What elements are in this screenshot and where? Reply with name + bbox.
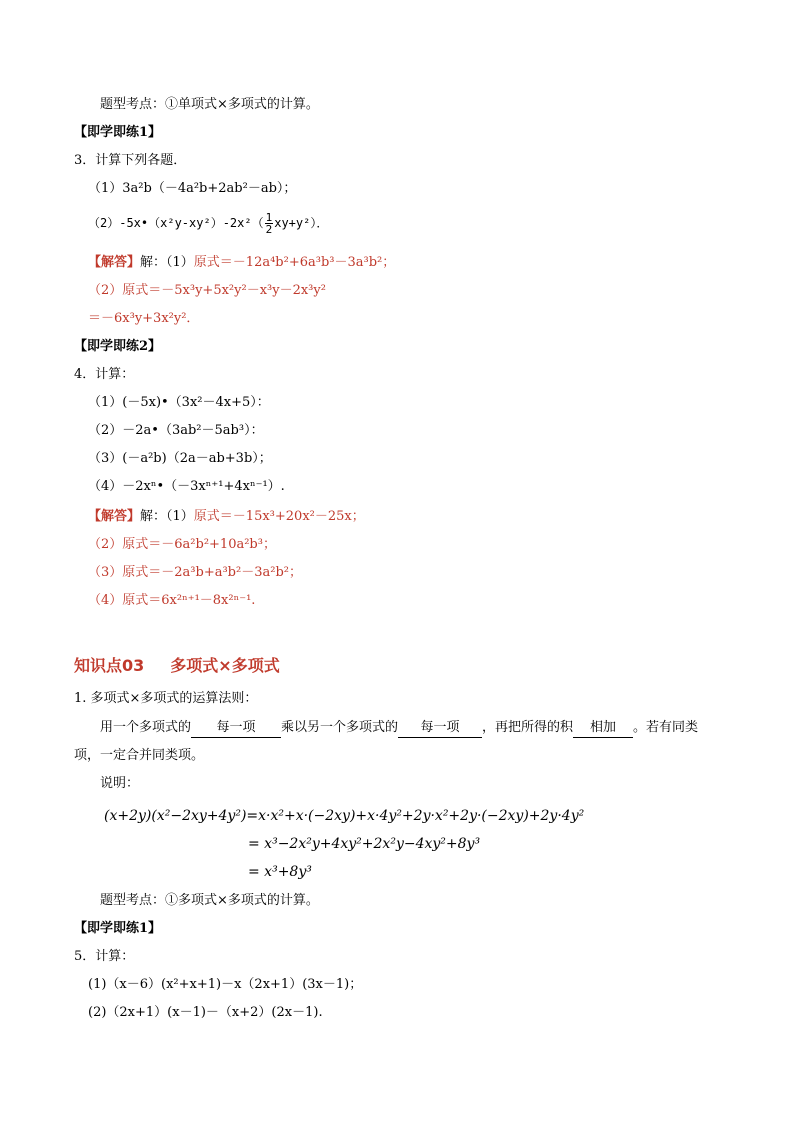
q4-part3: （3）(－a²b)（2a－ab+3b）； xyxy=(88,451,272,466)
rule-text-1: 用一个多项式的 xyxy=(100,720,192,735)
rule-text-2: 乘以另一个多项式的 xyxy=(281,720,399,735)
practice-label-2: 【即学即练2】 xyxy=(74,339,162,354)
q3-answer-1 xyxy=(88,254,395,272)
q4-part2: （2）－2a•（3ab²－5ab³）： xyxy=(88,423,264,438)
q4-intro: 4．计算： xyxy=(74,367,135,382)
q3-answer-2a: （2）原式＝－5x³y+5x²y²－x³y－2x³y² xyxy=(88,283,326,298)
q4-answer1-pre: 解：（1） xyxy=(140,509,194,524)
q3-answer-2b: ＝－6x³y+3x²y²． xyxy=(88,311,200,326)
q3-intro: 3．计算下列各题． xyxy=(74,153,187,168)
q4-answer-4: （4）原式＝6x²ⁿ⁺¹－8x²ⁿ⁻¹. xyxy=(88,593,256,608)
q3-part2 xyxy=(88,212,328,235)
rule-title: 1. 多项式×多项式的运算法则： xyxy=(74,691,258,706)
q4-answer-2: （2）原式＝－6a²b²+10a²b³； xyxy=(88,537,276,552)
rule-text-3: ，再把所得的积 xyxy=(482,720,574,735)
rule-blank-3: 相加 xyxy=(573,719,633,738)
q5-part2: (2)（2x+1）(x－1)－（x+2）(2x－1). xyxy=(88,1005,323,1020)
q4-answer-1 xyxy=(88,508,365,526)
q4-answer1-value: 原式＝－15x³+20x²－25x； xyxy=(193,509,365,524)
q4-part1: （1）(－5x)•（3x²－4x+5）： xyxy=(88,395,270,410)
q3-part2-post: xy+y²）． xyxy=(274,216,329,230)
q3-part2-pre: （2）-5x•（x²y-xy²）-2x²（ xyxy=(88,216,264,230)
q3-fraction-den: 2 xyxy=(265,223,273,236)
section-title: 多项式×多项式 xyxy=(170,656,280,675)
type-point-1: 题型考点：①单项式×多项式的计算。 xyxy=(100,97,319,112)
type-point-2: 题型考点：①多项式×多项式的计算。 xyxy=(100,893,319,908)
practice-label-1: 【即学即练1】 xyxy=(74,125,162,140)
rule-note: 说明： xyxy=(100,776,140,791)
rule-blank-1: 每一项 xyxy=(191,719,281,738)
section-heading xyxy=(74,655,280,677)
rule-line-2: 项，一定合并同类项。 xyxy=(74,748,205,763)
rule-line-1 xyxy=(100,719,698,738)
equation-line-3: = x³+8y³ xyxy=(248,864,312,880)
q4-part4: （4）－2xⁿ•（－3xⁿ⁺¹+4xⁿ⁻¹）. xyxy=(88,479,285,494)
rule-blank-2: 每一项 xyxy=(398,719,482,738)
q5-part1: (1)（x－6）(x²+x+1)－x（2x+1）(3x－1)； xyxy=(88,977,363,992)
q3-answer-label: 【解答】 xyxy=(88,255,141,270)
q3-answer1-pre: 解：（1） xyxy=(140,255,194,270)
practice-label-3: 【即学即练1】 xyxy=(74,921,162,936)
q3-answer1-value: 原式＝－12a⁴b²+6a³b³－3a³b²； xyxy=(193,255,396,270)
equation-line-1: (x+2y)(x²−2xy+4y²)=x·x²+x·(−2xy)+x·4y²+2y·x²+2y·(−2xy)+2y·4y² xyxy=(104,808,585,824)
q3-part1: （1）3a²b（－4a²b+2ab²－ab）； xyxy=(88,181,297,196)
equation-line-2: = x³−2x²y+4xy²+2x²y−4xy²+8y³ xyxy=(248,836,481,852)
q4-answer-3: （3）原式＝－2a³b+a³b²－3a²b²； xyxy=(88,565,302,580)
q3-fraction-num: 1 xyxy=(265,211,273,224)
section-number: 知识点03 xyxy=(74,656,145,675)
q5-intro: 5．计算： xyxy=(74,949,135,964)
q3-fraction xyxy=(265,212,274,235)
q4-answer-label: 【解答】 xyxy=(88,509,141,524)
rule-text-4: 。若有同类 xyxy=(633,720,699,735)
